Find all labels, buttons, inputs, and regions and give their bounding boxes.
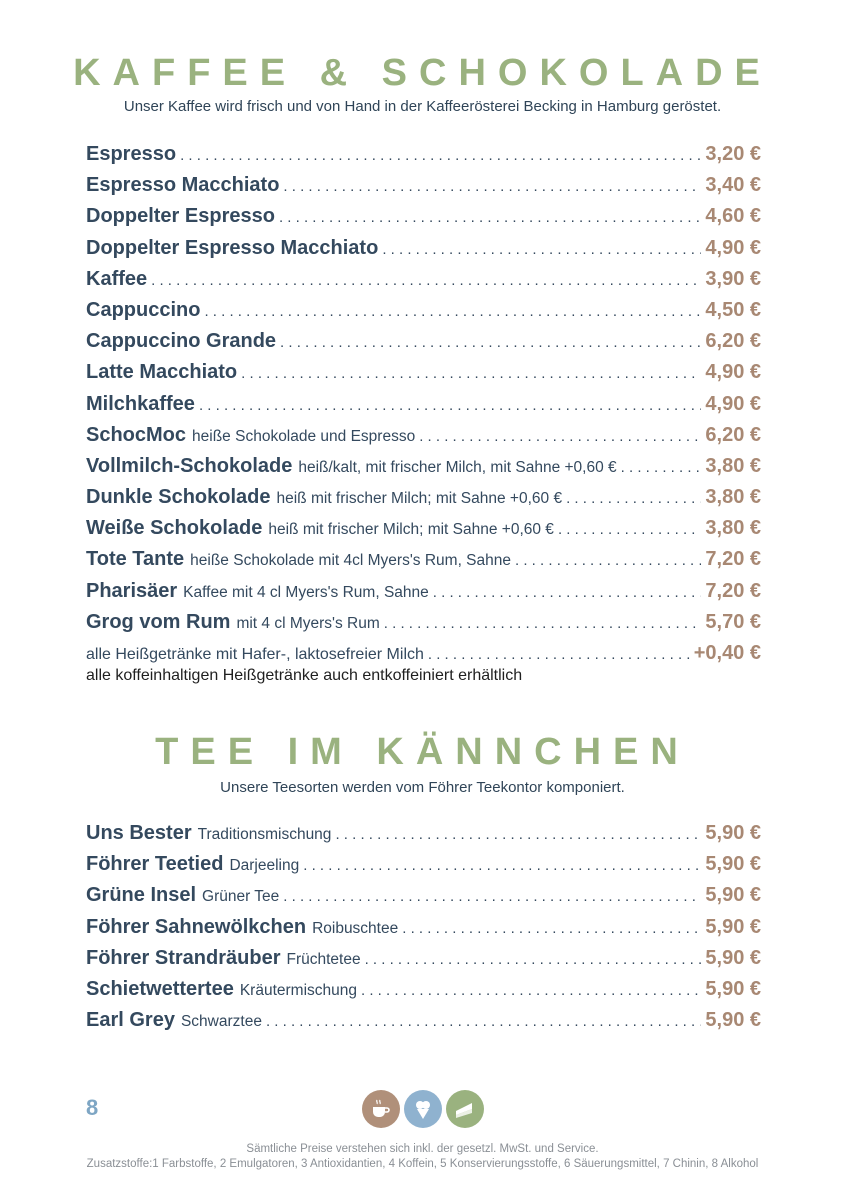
item-description: heiße Schokolade und Espresso	[192, 427, 416, 445]
item-name: Schietwettertee	[86, 977, 234, 1000]
item-price: 5,90 €	[705, 977, 761, 1000]
menu-item	[86, 884, 761, 915]
item-description: heiß mit frischer Milch; mit Sahne +0,60 €	[276, 490, 563, 508]
item-name: Cappuccino	[86, 298, 201, 321]
ice-cream-icon	[404, 1090, 442, 1128]
item-name: Latte Macchiato	[86, 361, 238, 384]
menu-item	[86, 330, 761, 361]
leader-dots	[419, 428, 701, 445]
leader-dots	[515, 552, 701, 569]
leader-dots	[335, 826, 701, 843]
menu-item	[86, 268, 761, 299]
leader-dots	[566, 490, 701, 507]
leader-dots	[199, 397, 701, 414]
page-number: 8	[86, 1095, 99, 1120]
item-description: Traditionsmischung	[197, 826, 332, 843]
item-description: heiße Schokolade mit 4cl Myers's Rum, Sahne	[190, 552, 512, 570]
item-name: Weiße Schokolade	[86, 517, 263, 540]
menu-item	[86, 299, 761, 330]
coffee-section-title: KAFFEE & SCHOKOLADE	[73, 52, 772, 94]
coffee-menu-list	[86, 143, 761, 685]
item-price: 5,90 €	[705, 822, 761, 844]
leader-dots	[280, 334, 701, 351]
coffee-cup-icon	[362, 1090, 400, 1128]
item-name: Föhrer Teetied	[86, 853, 224, 876]
category-icons	[362, 1090, 484, 1128]
leader-dots	[303, 857, 701, 874]
menu-item	[86, 947, 761, 978]
leader-dots	[361, 982, 701, 999]
item-name: Espresso Macchiato	[86, 174, 280, 197]
menu-item	[86, 1009, 761, 1040]
cake-icon	[446, 1090, 484, 1128]
item-name: Tote Tante	[86, 548, 185, 571]
item-name: Dunkle Schokolade	[86, 486, 271, 509]
item-price: 5,90 €	[705, 946, 761, 969]
menu-item	[86, 853, 761, 884]
item-name: Pharisäer	[86, 579, 178, 602]
item-price: 6,20 €	[705, 423, 761, 446]
item-name: Earl Grey	[86, 1009, 175, 1032]
leader-dots	[558, 521, 701, 538]
menu-item	[86, 143, 761, 174]
item-description: heiß mit frischer Milch; mit Sahne +0,60 €	[268, 521, 554, 539]
leader-dots	[283, 178, 701, 195]
item-name: Espresso	[86, 143, 177, 165]
menu-item	[86, 455, 761, 486]
item-name: Doppelter Espresso	[86, 205, 275, 228]
item-price: 5,70 €	[705, 610, 761, 633]
leader-dots	[151, 272, 701, 289]
leader-dots	[621, 459, 702, 476]
item-name: Vollmilch-Schokolade	[86, 454, 293, 477]
item-price: 3,80 €	[705, 454, 761, 477]
item-description: Roibuschtee	[312, 919, 399, 937]
menu-item	[86, 486, 761, 517]
menu-item	[86, 237, 761, 268]
item-price: 3,40 €	[705, 174, 761, 197]
item-description: Früchtetee	[286, 950, 361, 968]
item-description: heiß/kalt, mit frischer Milch, mit Sahne +0,60 €	[298, 458, 617, 476]
menu-item	[86, 611, 761, 642]
item-name: SchocMoc	[86, 423, 187, 446]
item-price: 3,20 €	[705, 143, 761, 165]
item-price: 5,90 €	[705, 1009, 761, 1032]
item-name: Cappuccino Grande	[86, 330, 277, 353]
menu-item	[86, 548, 761, 579]
footer-additives-note: Zusatzstoffe:1 Farbstoffe, 2 Emulgatoren, 3 Antioxidantien, 4 Koffein, 5 Konservierungsstoffe, 6 Säuerungsmittel, 7 Chinin, 8 Alkohol	[86, 1158, 759, 1170]
item-name: Grog vom Rum	[86, 610, 231, 633]
menu-item	[86, 393, 761, 424]
item-price: 3,80 €	[705, 517, 761, 540]
item-description: Kaffee mit 4 cl Myers's Rum, Sahne	[183, 583, 429, 601]
menu-item	[86, 174, 761, 205]
coffee-section-subtitle: Unser Kaffee wird frisch und von Hand in der Kaffeerösterei Becking in Hamburg geröstet.	[123, 98, 722, 115]
tea-section-subtitle: Unsere Teesorten werden vom Föhrer Teekontor komponiert.	[220, 779, 625, 796]
item-price: 4,90 €	[705, 236, 761, 259]
menu-item	[86, 822, 761, 853]
leader-dots	[384, 615, 702, 632]
leader-dots	[283, 888, 701, 905]
item-name: Kaffee	[86, 267, 148, 290]
leader-dots	[266, 1013, 701, 1030]
item-price: 4,90 €	[705, 392, 761, 415]
item-description: Grüner Tee	[202, 888, 280, 906]
item-description: Schwarztee	[180, 1013, 262, 1031]
tea-section-title: TEE IM KÄNNCHEN	[155, 731, 690, 773]
menu-item	[86, 424, 761, 455]
item-price: 3,80 €	[705, 486, 761, 509]
menu-item	[86, 205, 761, 236]
item-name: Grüne Insel	[86, 884, 197, 907]
item-price: 4,60 €	[705, 205, 761, 228]
leader-dots	[180, 147, 701, 164]
item-price: 3,90 €	[705, 267, 761, 290]
item-price: 4,50 €	[705, 298, 761, 321]
leader-dots	[402, 920, 701, 937]
item-price: 6,20 €	[705, 330, 761, 353]
menu-item	[86, 580, 761, 611]
leader-dots	[428, 646, 690, 663]
item-price: 4,90 €	[705, 361, 761, 384]
item-name: Föhrer Sahnewölkchen	[86, 915, 307, 938]
item-description: mit 4 cl Myers's Rum	[236, 614, 380, 632]
item-name: Milchkaffee	[86, 392, 195, 415]
item-name: Doppelter Espresso Macchiato	[86, 236, 379, 259]
leader-dots	[279, 209, 701, 226]
menu-item	[86, 517, 761, 548]
item-name: alle Heißgetränke mit Hafer-, laktosefreier Milch	[86, 646, 424, 663]
menu-item	[86, 361, 761, 392]
item-price: 5,90 €	[705, 853, 761, 876]
menu-item	[86, 916, 761, 947]
menu-item	[86, 978, 761, 1009]
item-description: Kräutermischung	[239, 981, 358, 999]
decaf-note: alle koffeinhaltigen Heißgetränke auch entkoffeiniert erhältlich	[86, 667, 523, 685]
item-name: Föhrer Strandräuber	[86, 946, 281, 969]
leader-dots	[241, 365, 701, 382]
leader-dots	[382, 241, 701, 258]
tea-menu-list	[86, 822, 761, 1040]
leader-dots	[204, 303, 701, 320]
item-name: Uns Bester	[86, 822, 192, 844]
item-price: +0,40 €	[693, 642, 761, 664]
footer-vat-note: Sämtliche Preise verstehen sich inkl. der gesetzl. MwSt. und Service.	[246, 1143, 599, 1155]
item-description: Darjeeling	[229, 857, 300, 875]
item-price: 7,20 €	[705, 548, 761, 571]
leader-dots	[365, 951, 702, 968]
leader-dots	[433, 584, 702, 601]
item-price: 7,20 €	[705, 579, 761, 602]
item-price: 5,90 €	[705, 884, 761, 907]
item-price: 5,90 €	[705, 915, 761, 938]
